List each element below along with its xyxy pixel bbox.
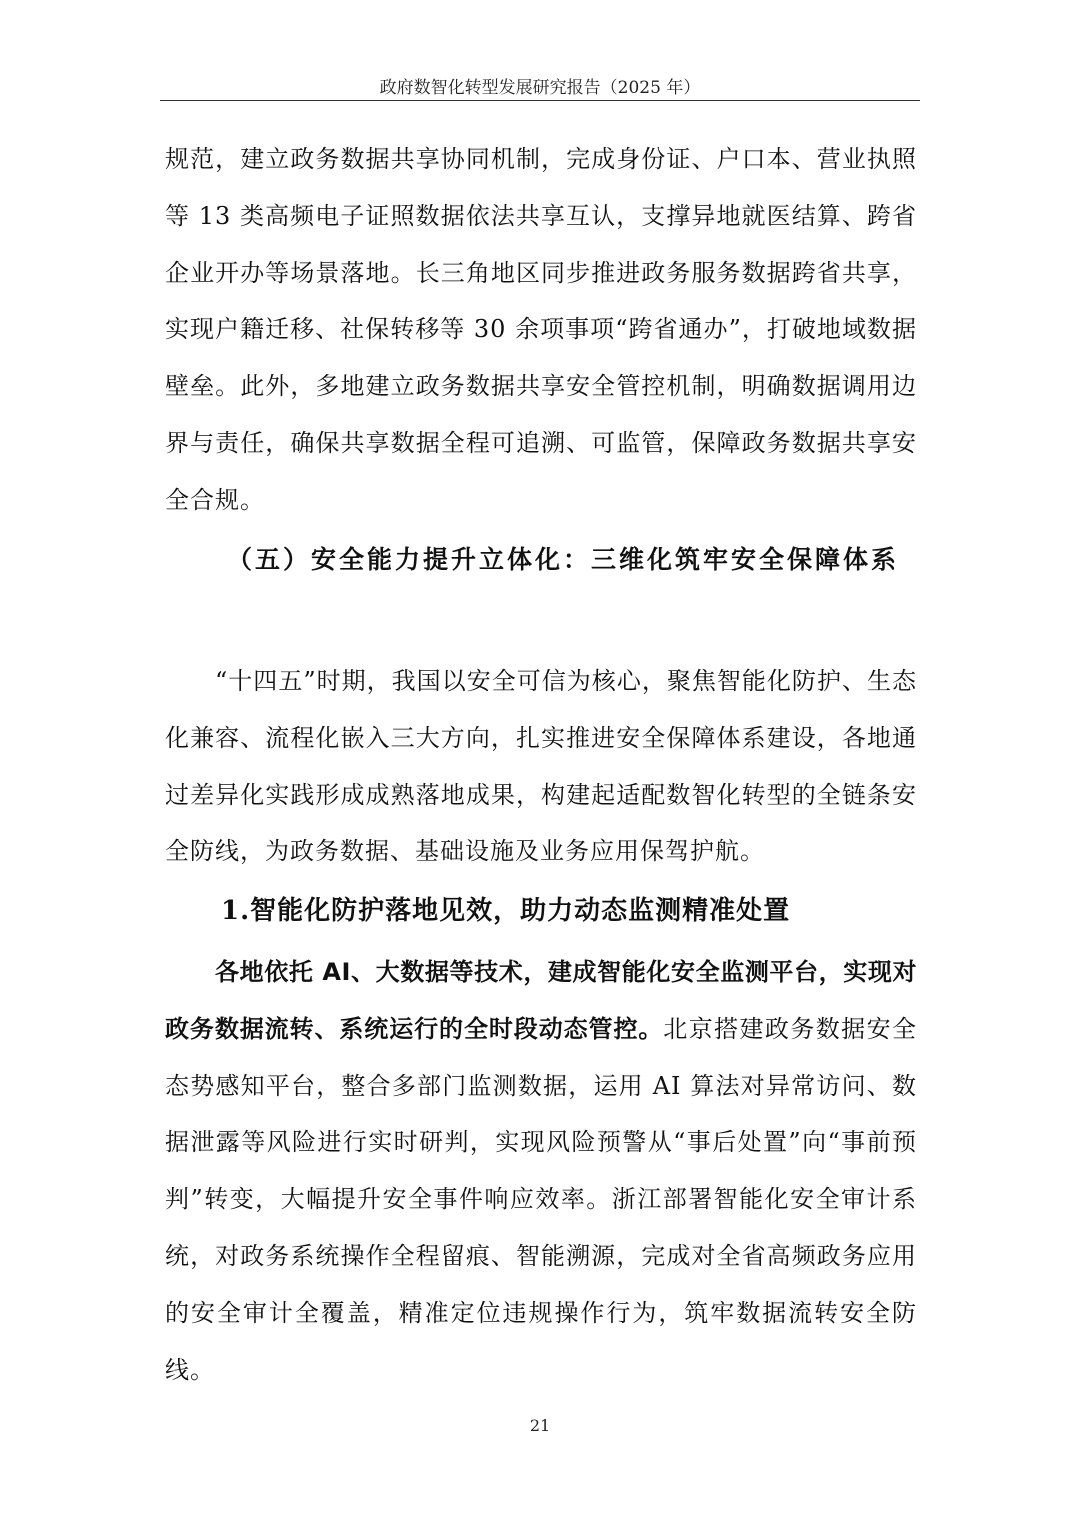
paragraph-lead-sentence: 各地依托 AI、大数据等技术，建成智能化安全监测平台，实现对政务数据流转、系统运行的全时段动态管控。 <box>165 958 917 1043</box>
section-heading: （五）安全能力提升立体化：三维化筑牢安全保障体系 <box>227 545 900 574</box>
paragraph-intelligent-protection <box>165 944 917 1398</box>
page-number: 21 <box>529 1416 551 1435</box>
running-header: 政府数智化转型发展研究报告（2025 年） <box>379 78 701 98</box>
header-rule <box>160 100 920 101</box>
paragraph-data-sharing: 规范，建立政务数据共享协同机制，完成身份证、户口本、营业执照等 13 类高频电子证照数据依法共享互认，支撑异地就医结算、跨省企业开办等场景落地。长三角地区同步推进政务服务数据跨省共享，实现户籍迁移、社保转移等 30 余项事项“跨省通办”，打破地域数据壁垒。此外，多地建立政务数据共享安全管控机制，明确数据调用边界与责任，确保共享数据全程可追溯、可监管，保障政务数据共享安全合规。 <box>165 145 917 514</box>
subsection-heading: 1.智能化防护落地见效，助力动态监测精准处置 <box>221 896 791 926</box>
paragraph-body-text: 北京搭建政务数据安全态势感知平台，整合多部门监测数据，运用 AI 算法对异常访问、数据泄露等风险进行实时研判，实现风险预警从“事后处置”向“事前预判”转变，大幅提升安全事件响应效率。浙江部署智能化安全审计系统，对政务系统操作全程留痕、智能溯源，完成对全省高频政务应用的安全审计全覆盖，精准定位违规操作行为，筑牢数据流转安全防线。 <box>165 1014 918 1384</box>
paragraph-security-overview: “十四五”时期，我国以安全可信为核心，聚焦智能化防护、生态化兼容、流程化嵌入三大方向，扎实推进安全保障体系建设，各地通过差异化实践形成成熟落地成果，构建起适配数智化转型的全链条安全防线，为政务数据、基础设施及业务应用保驾护航。 <box>165 667 917 866</box>
